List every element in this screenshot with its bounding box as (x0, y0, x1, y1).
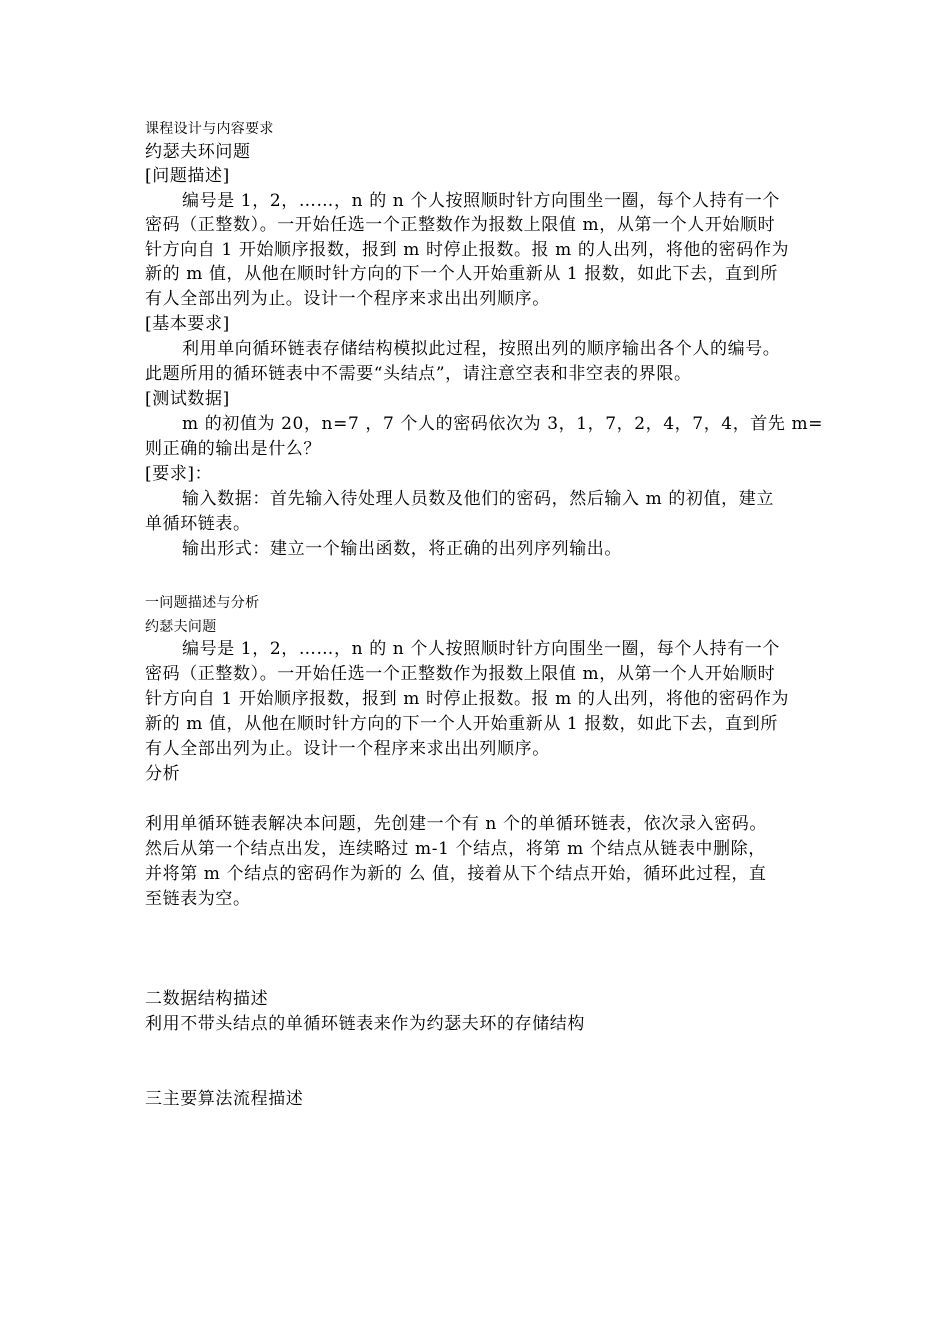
problem-line: 密码（正整数）。一开始任选一个正整数作为报数上限值 m，从第一个人开始顺时 (145, 215, 776, 235)
requirements-label: [要求]： (145, 464, 213, 484)
requirement-line: 输出形式：建立一个输出函数，将正确的出列序列输出。 (182, 539, 622, 559)
test-line: 则正确的输出是什么？ (145, 439, 321, 459)
problem-line: 有人全部出列为止。设计一个程序来求出出列顺序。 (145, 289, 550, 309)
problem-line: 密码（正整数）。一开始任选一个正整数作为报数上限值 m，从第一个人开始顺时 (145, 664, 776, 684)
basic-line: 此题所用的循环链表中不需要“头结点”，请注意空表和非空表的界限。 (145, 364, 692, 384)
problem-description-label: [问题描述] (145, 166, 230, 186)
problem-line: 针方向自 1 开始顺序报数，报到 m 时停止报数。报 m 的人出列，将他的密码作为 (145, 689, 790, 709)
section-one-heading: 一问题描述与分析 (145, 595, 260, 611)
section-three-heading: 三主要算法流程描述 (145, 1089, 304, 1109)
analysis-line: 并将第 m 个结点的密码作为新的 么 值，接着从下个结点开始，循环此过程，直 (145, 864, 767, 884)
problem-line: 新的 m 值，从他在顺时针方向的下一个人开始重新从 1 报数，如此下去，直到所 (145, 264, 778, 284)
problem-title: 约瑟夫环问题 (145, 142, 251, 162)
test-data-label: [测试数据] (145, 389, 230, 409)
problem-line: 有人全部出列为止。设计一个程序来求出出列顺序。 (145, 739, 550, 759)
basic-line: 利用单向循环链表存储结构模拟此过程，按照出列的顺序输出各个人的编号。 (182, 339, 781, 359)
data-structure-text: 利用不带头结点的单循环链表来作为约瑟夫环的存储结构 (145, 1014, 585, 1034)
analysis-line: 至链表为空。 (145, 889, 251, 909)
problem-line: 编号是 1，2，……，n 的 n 个人按照顺时针方向围坐一圈，每个人持有一个 (182, 191, 780, 211)
problem-line: 新的 m 值，从他在顺时针方向的下一个人开始重新从 1 报数，如此下去，直到所 (145, 714, 778, 734)
problem-line: 针方向自 1 开始顺序报数，报到 m 时停止报数。报 m 的人出列，将他的密码作为 (145, 240, 790, 260)
problem-line: 编号是 1，2，……，n 的 n 个人按照顺时针方向围坐一圈，每个人持有一个 (182, 639, 780, 659)
section-two-heading: 二数据结构描述 (145, 989, 269, 1009)
requirement-line: 单循环链表。 (145, 514, 251, 534)
analysis-label: 分析 (145, 764, 181, 784)
course-heading: 课程设计与内容要求 (145, 121, 274, 137)
section-one-title: 约瑟夫问题 (145, 619, 217, 635)
analysis-line: 然后从第一个结点出发，连续略过 m-1 个结点，将第 m 个结点从链表中删除， (145, 839, 766, 859)
test-line: m 的初值为 20，n=7 ，7 个人的密码依次为 3，1，7，2，4，7，4，首先 m= (182, 414, 824, 434)
requirement-line: 输入数据：首先输入待处理人员数及他们的密码，然后输入 m 的初值，建立 (182, 489, 774, 509)
analysis-line: 利用单循环链表解决本问题，先创建一个有 n 个的单循环链表，依次录入密码。 (145, 814, 767, 834)
basic-requirements-label: [基本要求] (145, 314, 230, 334)
